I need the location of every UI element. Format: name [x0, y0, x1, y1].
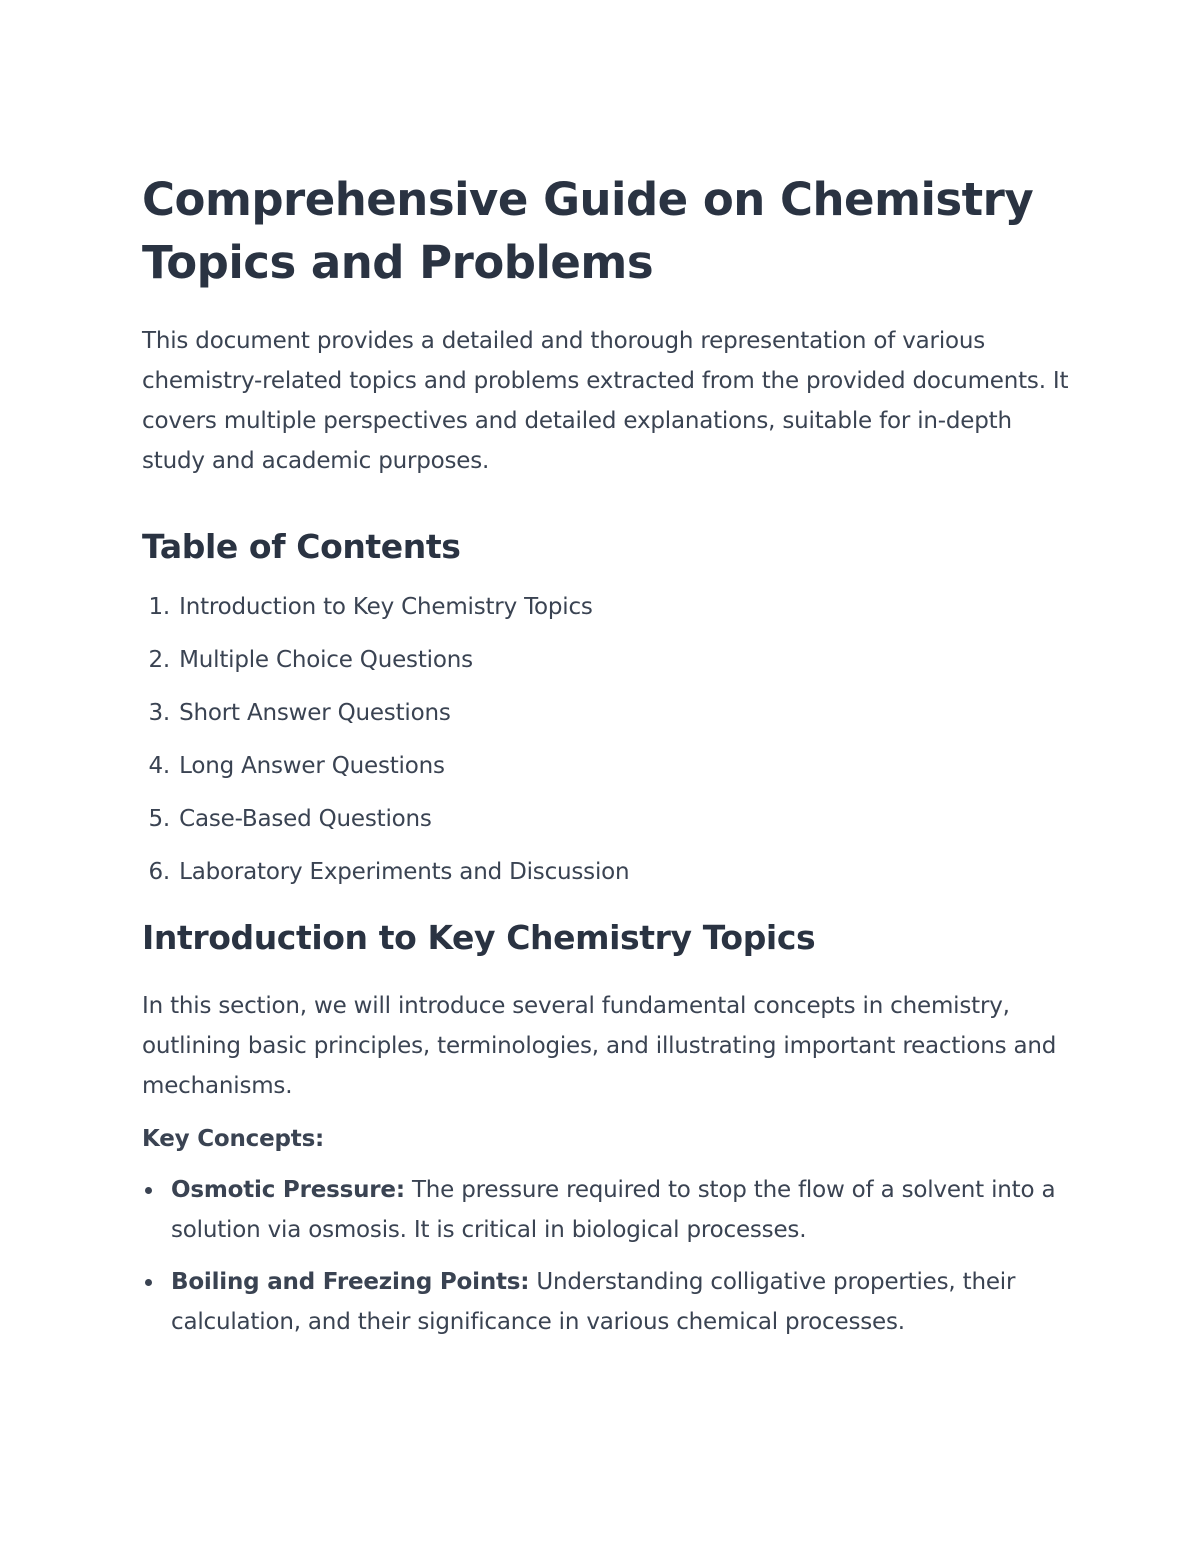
concepts-list [142, 1170, 1072, 1342]
concept-term: Osmotic Pressure: [171, 1177, 405, 1203]
concept-item [142, 1262, 1072, 1342]
intro-paragraph: This document provides a detailed and thorough representation of various chemistry-related topics and problems extracted from the provided documents. It covers multiple perspectives and detailed explanations, suitable for in-depth study and academic purposes. [142, 328, 1069, 474]
concept-item [142, 1170, 1072, 1250]
toc-item [142, 749, 1072, 783]
concept-term: Boiling and Freezing Points: [171, 1269, 530, 1295]
toc-item-label: Introduction to Key Chemistry Topics [179, 594, 593, 620]
section-paragraph: In this section, we will introduce several fundamental concepts in chemistry, outlining basic principles, terminologies, and illustrating important reactions and mechanisms. [142, 993, 1057, 1099]
toc-item-number: 6. [148, 859, 170, 885]
toc-heading: Table of Contents [142, 527, 461, 566]
toc-item [142, 855, 1072, 889]
toc-item-number: 1. [148, 594, 170, 620]
toc-item-label: Laboratory Experiments and Discussion [179, 859, 630, 885]
toc-item [142, 802, 1072, 836]
bullet-icon [145, 1279, 152, 1286]
document-title: Comprehensive Guide on Chemistry Topics and Problems [142, 173, 1034, 289]
section-heading-introduction: Introduction to Key Chemistry Topics [142, 918, 816, 957]
toc-item [142, 696, 1072, 730]
toc-item-number: 4. [148, 753, 170, 779]
toc-item-number: 3. [148, 700, 170, 726]
toc-item [142, 590, 1072, 624]
toc-item-number: 5. [148, 806, 170, 832]
concept-description: Understanding colligative properties, their calculation, and their significance in various chemical processes. [171, 1269, 1016, 1335]
key-concepts-label: Key Concepts: [142, 1126, 325, 1152]
toc-item-label: Multiple Choice Questions [179, 647, 473, 673]
document-page [142, 168, 1072, 1354]
toc-item-label: Short Answer Questions [179, 700, 451, 726]
toc-item [142, 643, 1072, 677]
concept-description: The pressure required to stop the flow of a solvent into a solution via osmosis. It is critical in biological processes. [171, 1177, 1056, 1243]
toc-item-number: 2. [148, 647, 170, 673]
toc-item-label: Long Answer Questions [179, 753, 445, 779]
toc-list [142, 590, 1072, 889]
bullet-icon [145, 1187, 152, 1194]
toc-item-label: Case-Based Questions [179, 806, 432, 832]
